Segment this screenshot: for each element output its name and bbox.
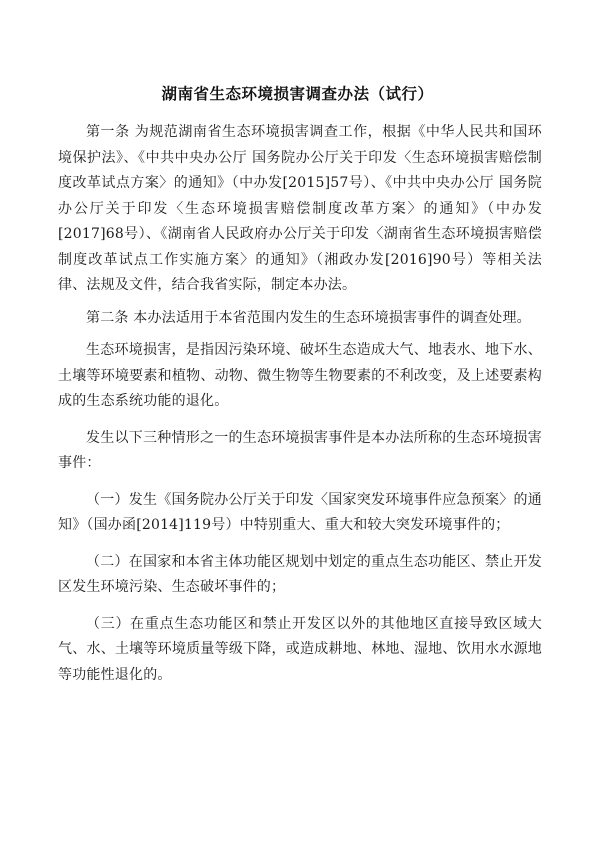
case-2-paragraph: （二）在国家和本省主体功能区规划中划定的重点生态功能区、禁止开发区发生环境污染、生态破坏事件的；: [58, 553, 542, 595]
document-body: [58, 120, 542, 688]
article-1-paragraph: 第一条 为规范湖南省生态环境损害调查工作，根据《中华人民共和国环境保护法》、《中共中央办公厅 国务院办公厅关于印发〈生态环境损害赔偿制度改革试点方案〉的通知》（中办发[2015]57号）、《中共中央办公厅 国务院办公厅关于印发〈生态环境损害赔偿制度改革方案〉的通知》（中办发[2017]68号）、《湖南省人民政府办公厅关于印发〈湖南省生态环境损害赔偿制度改革试点工作实施方案〉的通知》（湘政办发[2016]90号）等相关法律、法规及文件，结合我省实际，制定本办法。: [58, 124, 542, 293]
definition-paragraph: 生态环境损害，是指因污染环境、破坏生态造成大气、地表水、地下水、土壤等环境要素和植物、动物、微生物等生物要素的不利改变，及上述要素构成的生态系统功能的退化。: [58, 342, 542, 409]
document-title: 湖南省生态环境损害调查办法（试行）: [161, 85, 434, 103]
article-2-paragraph: 第二条 本办法适用于本省范围内发生的生态环境损害事件的调查处理。: [86, 309, 531, 326]
case-3-paragraph: （三）在重点生态功能区和禁止开发区以外的其他地区直接导致区域大气、水、土壤等环境质量等级下降，或造成耕地、林地、湿地、饮用水水源地等功能性退化的。: [58, 615, 542, 683]
case-1-paragraph: （一）发生《国务院办公厅关于印发〈国家突发环境事件应急预案〉的通知》（国办函[2014]119号）中特别重大、重大和较大突发环境事件的；: [58, 491, 542, 533]
cases-intro-paragraph: 发生以下三种情形之一的生态环境损害事件是本办法所称的生态环境损害事件：: [58, 429, 542, 471]
